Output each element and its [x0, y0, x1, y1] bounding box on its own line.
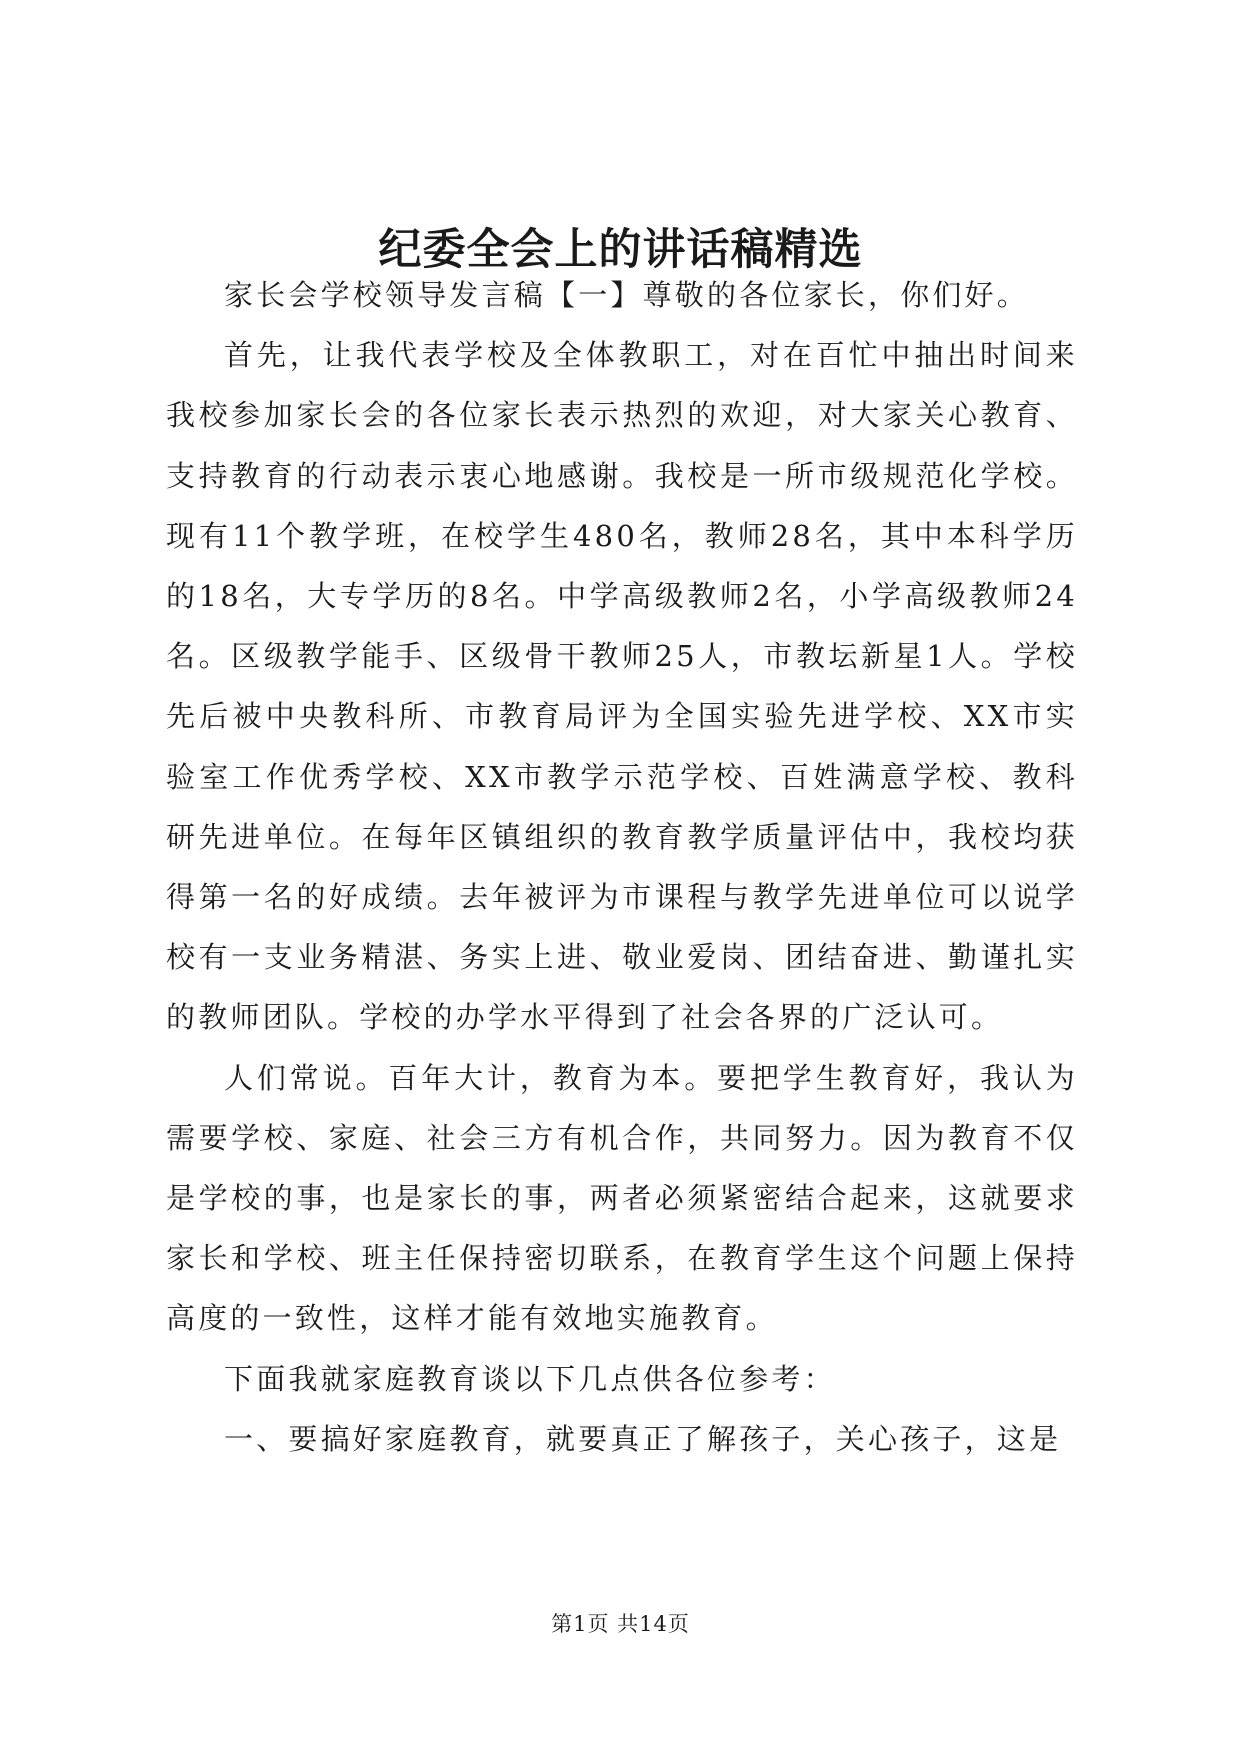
document-body [166, 265, 1078, 1469]
paragraph: 首先，让我代表学校及全体教职工，对在百忙中抽出时间来我校参加家长会的各位家长表示热烈的欢迎，对大家关心教育、支持教育的行动表示衷心地感谢。我校是一所市级规范化学校。现有11个教学班，在校学生480名，教师28名，其中本科学历的18名，大专学历的8名。中学高级教师2名，小学高级教师24名。区级教学能手、区级骨干教师25人，市教坛新星1人。学校先后被中央教科所、市教育局评为全国实验先进学校、XX市实验室工作优秀学校、XX市教学示范学校、百姓满意学校、教科研先进单位。在每年区镇组织的教育教学质量评估中，我校均获得第一名的好成绩。去年被评为市课程与教学先进单位可以说学校有一支业务精湛、务实上进、敬业爱岗、团结奋进、勤谨扎实的教师团队。学校的办学水平得到了社会各界的广泛认可。 [166, 338, 1078, 1035]
page-footer: 第1页 共14页 [551, 1612, 690, 1636]
paragraph: 人们常说。百年大计，教育为本。要把学生教育好，我认为需要学校、家庭、社会三方有机合作，共同努力。因为教育不仅是学校的事，也是家长的事，两者必须紧密结合起来，这就要求家长和学校、班主任保持密切联系，在教育学生这个问题上保持高度的一致性，这样才能有效地实施教育。 [166, 1060, 1078, 1336]
document-title: 纪委全会上的讲话稿精选 [378, 225, 863, 275]
paragraph: 下面我就家庭教育谈以下几点供各位参考： [224, 1361, 836, 1396]
paragraph: 家长会学校领导发言稿【一】尊敬的各位家长，你们好。 [224, 278, 1030, 312]
paragraph: 一、要搞好家庭教育，就要真正了解孩子，关心孩子，这是 [224, 1421, 1062, 1456]
